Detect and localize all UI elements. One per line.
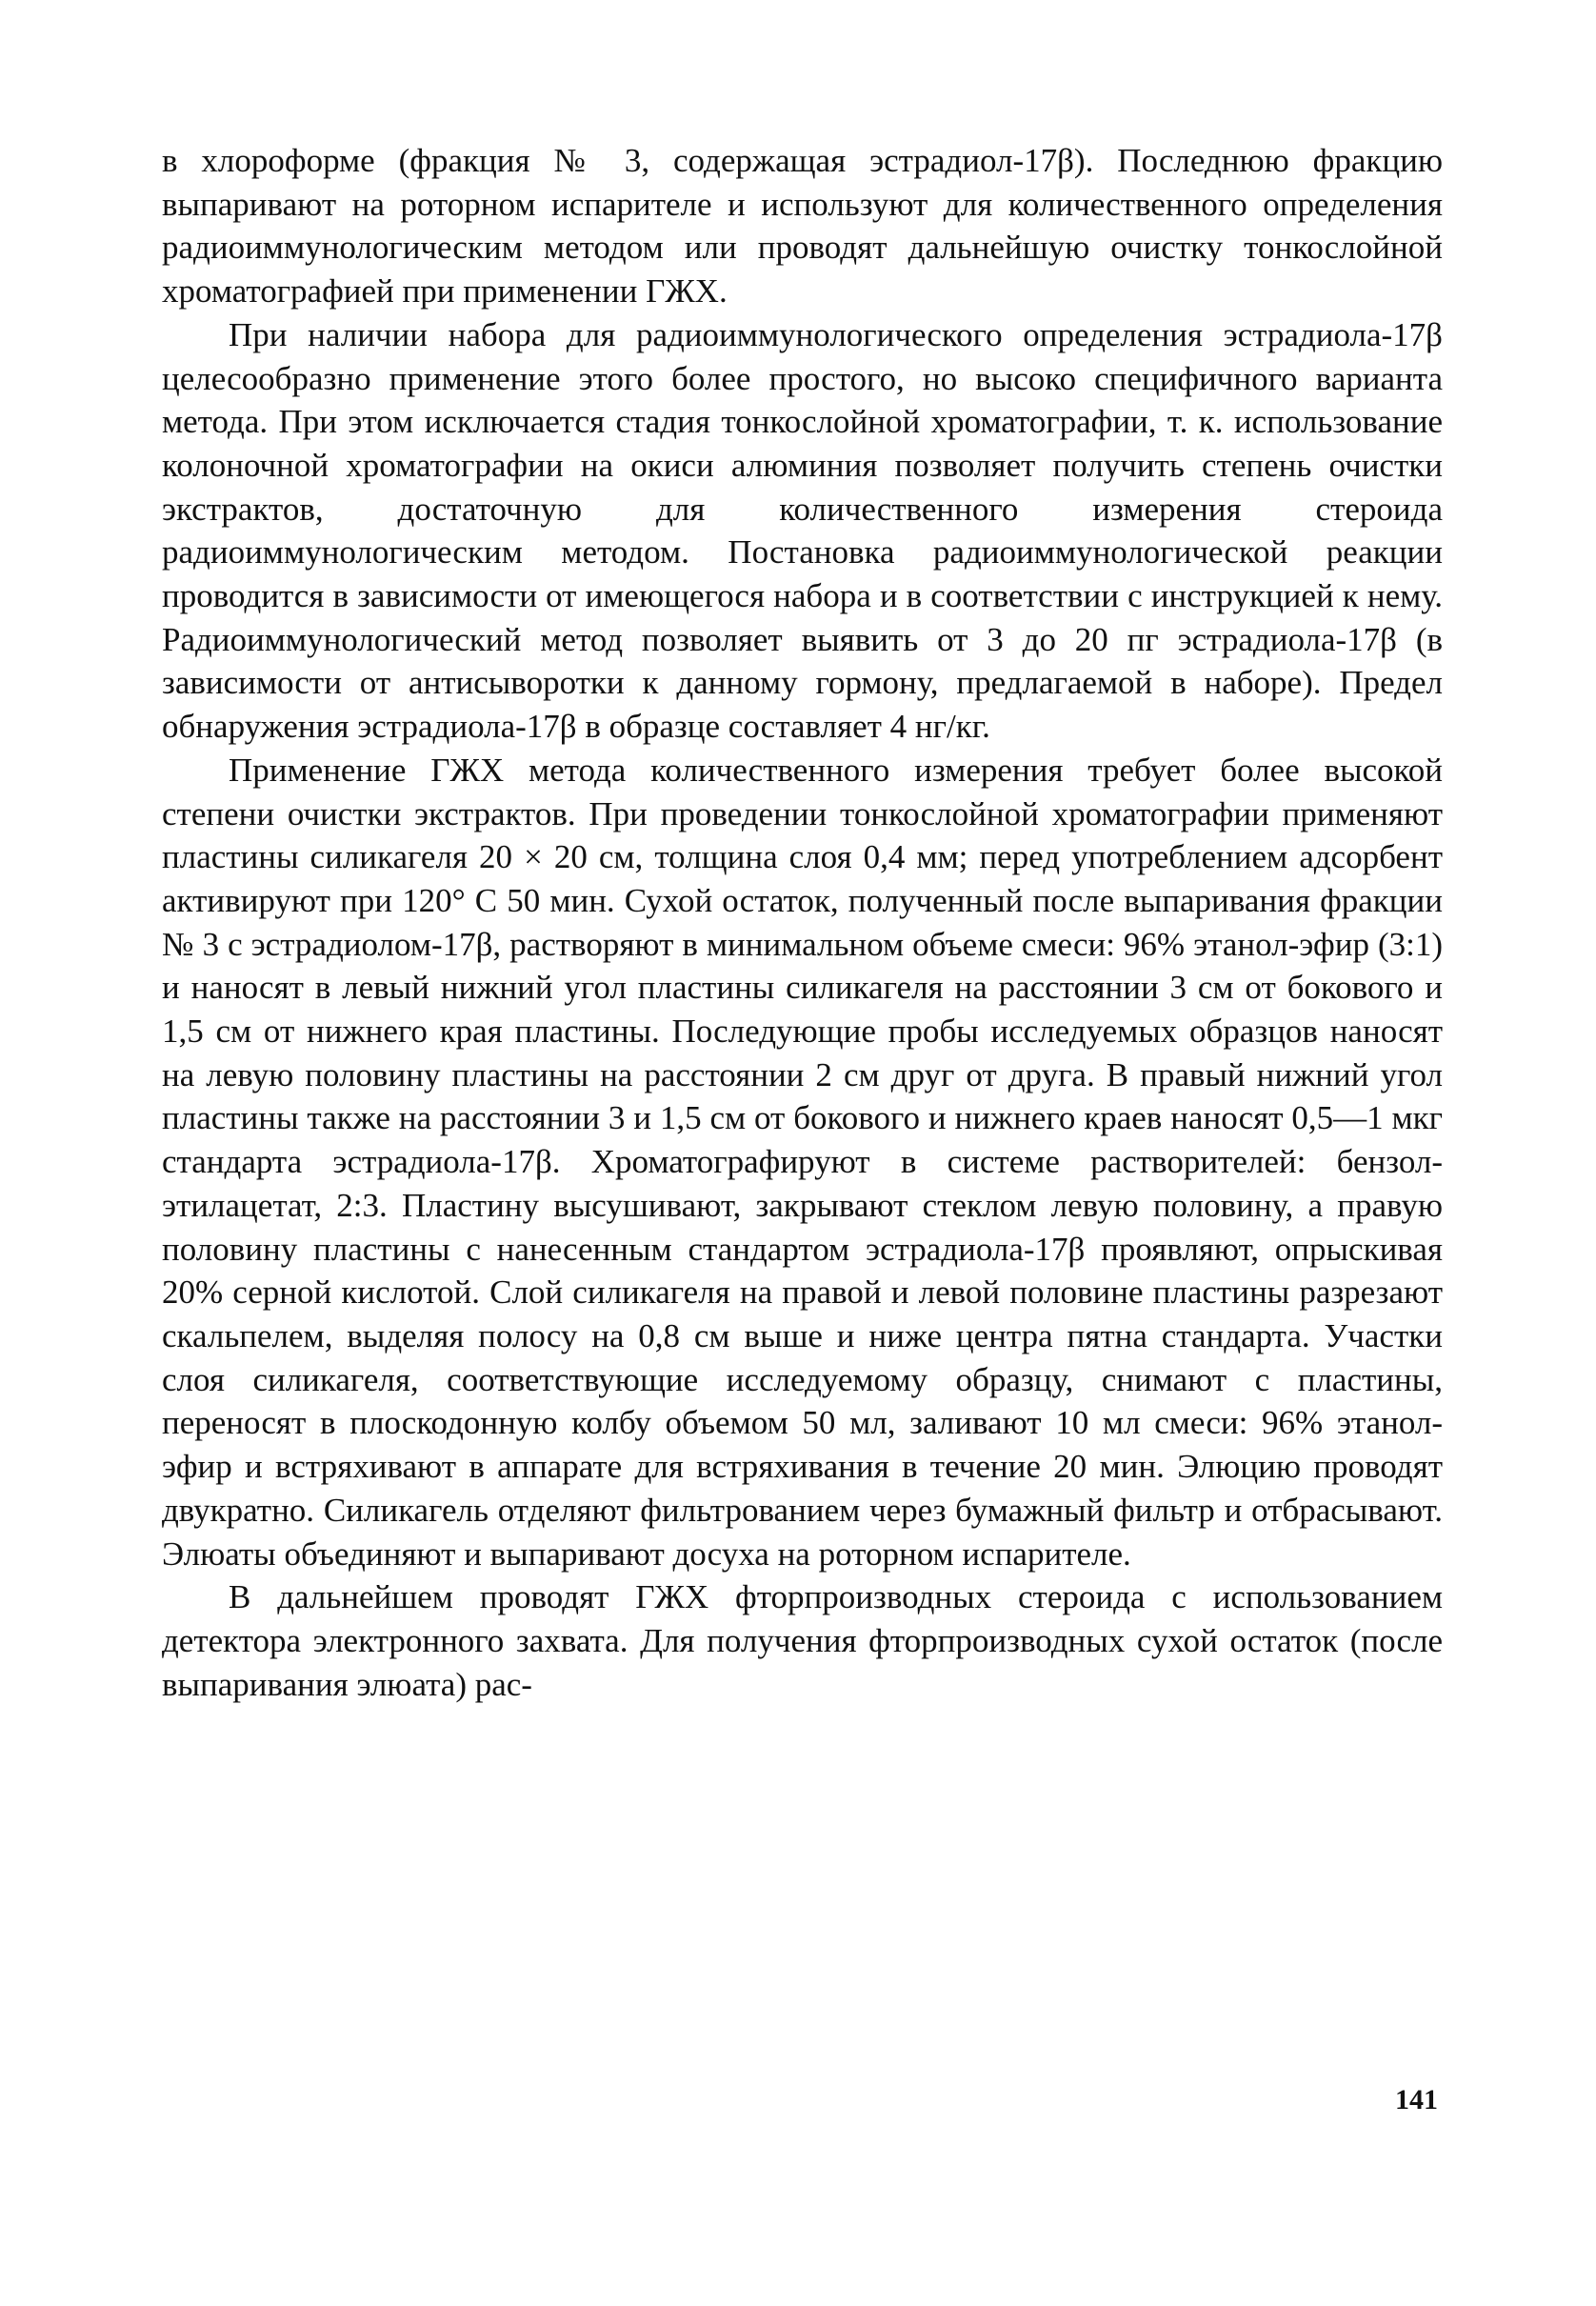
- paragraph-4: В дальнейшем проводят ГЖХ фторпроизводных стероида с использованием детектора электронного захвата. Для получения фторпроизводных сухой остаток (после выпаривания элюата) рас-: [162, 1578, 1443, 1703]
- paragraph-1: в хлороформе (фракция № 3, содержащая эстрадиол-17β). Последнюю фракцию выпаривают на роторном испарителе и используют для количественного определения радиоиммунологическим методом или проводят дальнейшую очистку тонкослойной хроматографией при применении ГЖХ.: [162, 142, 1443, 311]
- paragraph-2: При наличии набора для радиоиммунологического определения эстрадиола-17β целесообразно применение этого более простого, но высоко специфичного варианта метода. При этом исключается стадия тонкослойной хроматографии, т. к. использование колоночной хроматографии на окиси алюминия позволяет получить степень очистки экстрактов, достаточную для количественного измерения стероида радиоиммунологическим методом. Постановка радиоиммунологической реакции проводится в зависимости от имеющегося набора и в соответствии с инструкцией к нему. Радиоиммунологический метод позволяет выявить от 3 до 20 пг эстрадиола-17β (в зависимости от антисыворотки к данному гормону, предлагаемой в наборе). Предел обнаружения эстрадиола-17β в образце составляет 4 нг/кг.: [162, 315, 1443, 746]
- paragraph-3: Применение ГЖХ метода количественного измерения требует более высокой степени очистки экстрактов. При проведении тонкослойной хроматографии применяют пластины силикагеля 20 × 20 см, толщина слоя 0,4 мм; перед употреблением адсорбент активируют при 120° С 50 мин. Сухой остаток, полученный после выпаривания фракции № 3 с эстрадиолом-17β, растворяют в минимальном объеме смеси: 96% этанол-эфир (3:1) и наносят в левый нижний угол пластины силикагеля на расстоянии 3 см от бокового и 1,5 см от нижнего края пластины. Последующие пробы исследуемых образцов наносят на левую половину пластины на расстоянии 2 см друг от друга. В правый нижний угол пластины также на расстоянии 3 и 1,5 см от бокового и нижнего краев наносят 0,5—1 мкг стандарта эстрадиола-17β. Хроматографируют в системе растворителей: бензол-этилацетат, 2:3. Пластину высушивают, закрывают стеклом левую половину, а правую половину пластины с нанесенным стандартом эстрадиола-17β проявляют, опрыскивая 20% серной кислотой. Слой силикагеля на правой и левой половине пластины разрезают скальпелем, выделяя полосу на 0,8 см выше и ниже центра пятна стандарта. Участки слоя силикагеля, соответствующие исследуемому образцу, снимают с пластины, переносят в плоскодонную колбу объемом 50 мл, заливают 10 мл смеси: 96% этанол-эфир и встряхивают в аппарате для встряхивания в течение 20 мин. Элюцию проводят двукратно. Силикагель отделяют фильтрованием через бумажный фильтр и отбрасывают. Элюаты объединяют и выпаривают досуха на роторном испарителе.: [162, 751, 1443, 1573]
- page-body: [162, 139, 1443, 1706]
- page-number: 141: [1395, 2084, 1438, 2116]
